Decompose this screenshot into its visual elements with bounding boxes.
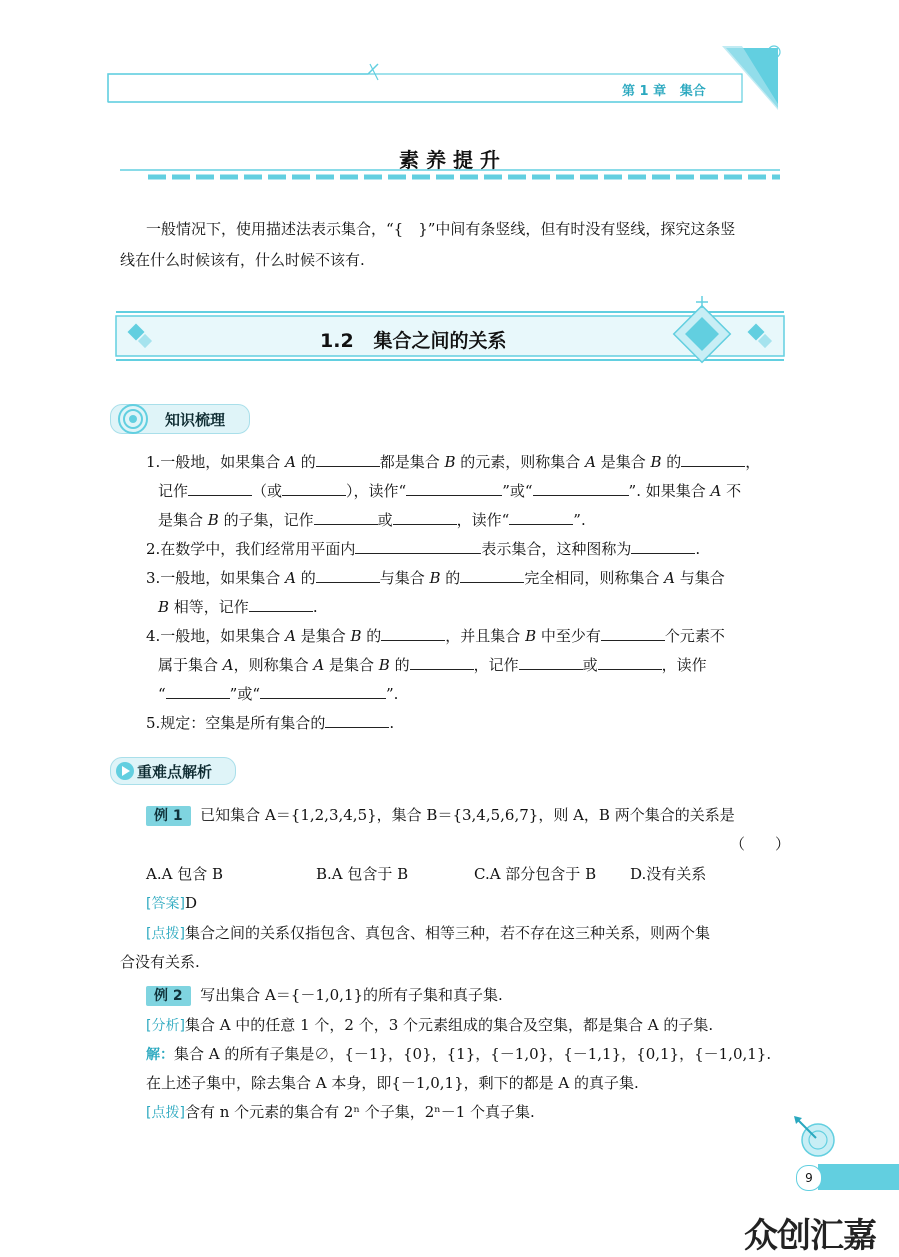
example-1-option-b: B.A 包含于 B [316,865,409,883]
example-1-hint-line-2: 合没有关系. [120,953,200,971]
section-title: 素 养 提 升 [399,148,500,172]
example-1-option-d: D.没有关系 [630,865,707,883]
example-1-answer-paren: （ ） [730,835,791,853]
section-title-underline [120,168,780,182]
zhishi-item-1-line-1: 1.一般地，如果集合 A 的 都是集合 B 的元素，则称集合 A 是集合 B 的 ， [146,453,761,471]
zhishi-item-3-line-2: B 相等，记作 . [158,598,318,616]
example-2-hint: 含有 n 个元素的集合有 2ⁿ 个子集，2ⁿ－1 个真子集. [184,1103,535,1121]
example-2-solution: 集合 A 的所有子集是∅，{－1}，{0}，{1}，{－1,0}，{－1,1}，{0,1}，{－1,0,1}. [174,1045,772,1063]
example-1-answer: D [184,894,197,912]
play-icon [115,761,135,781]
analysis-tag: [分析] [146,1018,185,1034]
zhishi-item-2-line-1: 2.在数学中，我们经常用平面内 表示集合，这种图称为 . [146,540,701,558]
chapter-label [622,80,706,99]
zhishi-label: 知识梳理 [165,411,226,429]
example-2-solution-line [146,1044,771,1065]
chapter-number: 第 1 章 [622,84,667,99]
page-number: 9 [796,1165,822,1191]
watermark-logo: 众创汇嘉 [744,1216,876,1256]
hint-tag: [点拨] [146,926,185,942]
header-decoration [0,0,899,120]
section-number: 1.2 [320,330,354,352]
example-1-hint-line-1 [146,923,710,944]
zhishi-item-3-line-1: 3.一般地，如果集合 A 的 与集合 B 的 完全相同，则称集合 A 与集合 [146,569,725,587]
hint-tag-2: [点拨] [146,1105,185,1121]
example-1-option-a: A.A 包含 B [146,865,223,883]
zhishi-item-4-line-2: 属于集合 A，则称集合 A 是集合 B 的 ，记作 或 ，读作 [158,656,707,674]
example-2-question-line [146,985,503,1006]
section-name: 集合之间的关系 [373,330,507,352]
zhishi-item-5-line-1: 5.规定：空集是所有集合的 . [146,714,395,732]
zhishi-label-pill [110,404,250,434]
example-2-question: 写出集合 A＝{－1,0,1}的所有子集和真子集. [200,986,503,1004]
example-1-question-line [146,805,735,826]
example-2-analysis-line [146,1015,713,1036]
zhongnan-label-pill [110,757,236,785]
page-number-bar [818,1164,899,1190]
zhishi-item-1-line-3: 是集合 B 的子集，记作 或 ，读作“ ”. [158,511,586,529]
suyang-paragraph-line-2: 线在什么时候该有，什么时候不该有. [120,251,365,269]
example-1-question: 已知集合 A＝{1,2,3,4,5}，集合 B＝{3,4,5,6,7}，则 A，B 两个集合的关系是 [200,806,735,824]
zhishi-item-1-line-2: 记作 （或 ），读作“ ”或“ ”. 如果集合 A 不 [158,482,742,500]
zhongnan-label: 重难点解析 [137,763,213,781]
example-2-tag: 例 2 [146,986,191,1006]
suyang-paragraph-line-1: 一般情况下，使用描述法表示集合，“{ }”中间有条竖线，但有时没有竖线，探究这条竖 [146,220,736,238]
chapter-title: 集合 [679,84,706,99]
mascot-icon [790,1112,838,1160]
solution-tag: 解： [146,1047,174,1063]
zhishi-item-4-line-3: “ ”或“ ”. [158,685,399,703]
answer-tag: [答案] [146,896,185,912]
target-icon [115,403,159,435]
example-1-option-c: C.A 部分包含于 B [474,865,597,883]
example-1-answer-line [146,893,197,914]
example-2-solution-line-2: 在上述子集中，除去集合 A 本身，即{－1,0,1}，剩下的都是 A 的真子集. [146,1074,639,1092]
example-2-hint-line [146,1102,535,1123]
example-1-tag: 例 1 [146,806,191,826]
example-2-analysis: 集合 A 中的任意 1 个，2 个，3 个元素组成的集合及空集，都是集合 A 的子集. [184,1016,714,1034]
example-1-hint-1: 集合之间的关系仅指包含、真包含、相等三种，若不存在这三种关系，则两个集 [184,924,710,942]
banner-title [320,326,507,353]
zhishi-item-4-line-1: 4.一般地，如果集合 A 是集合 B 的 ，并且集合 B 中至少有 个元素不 [146,627,725,645]
